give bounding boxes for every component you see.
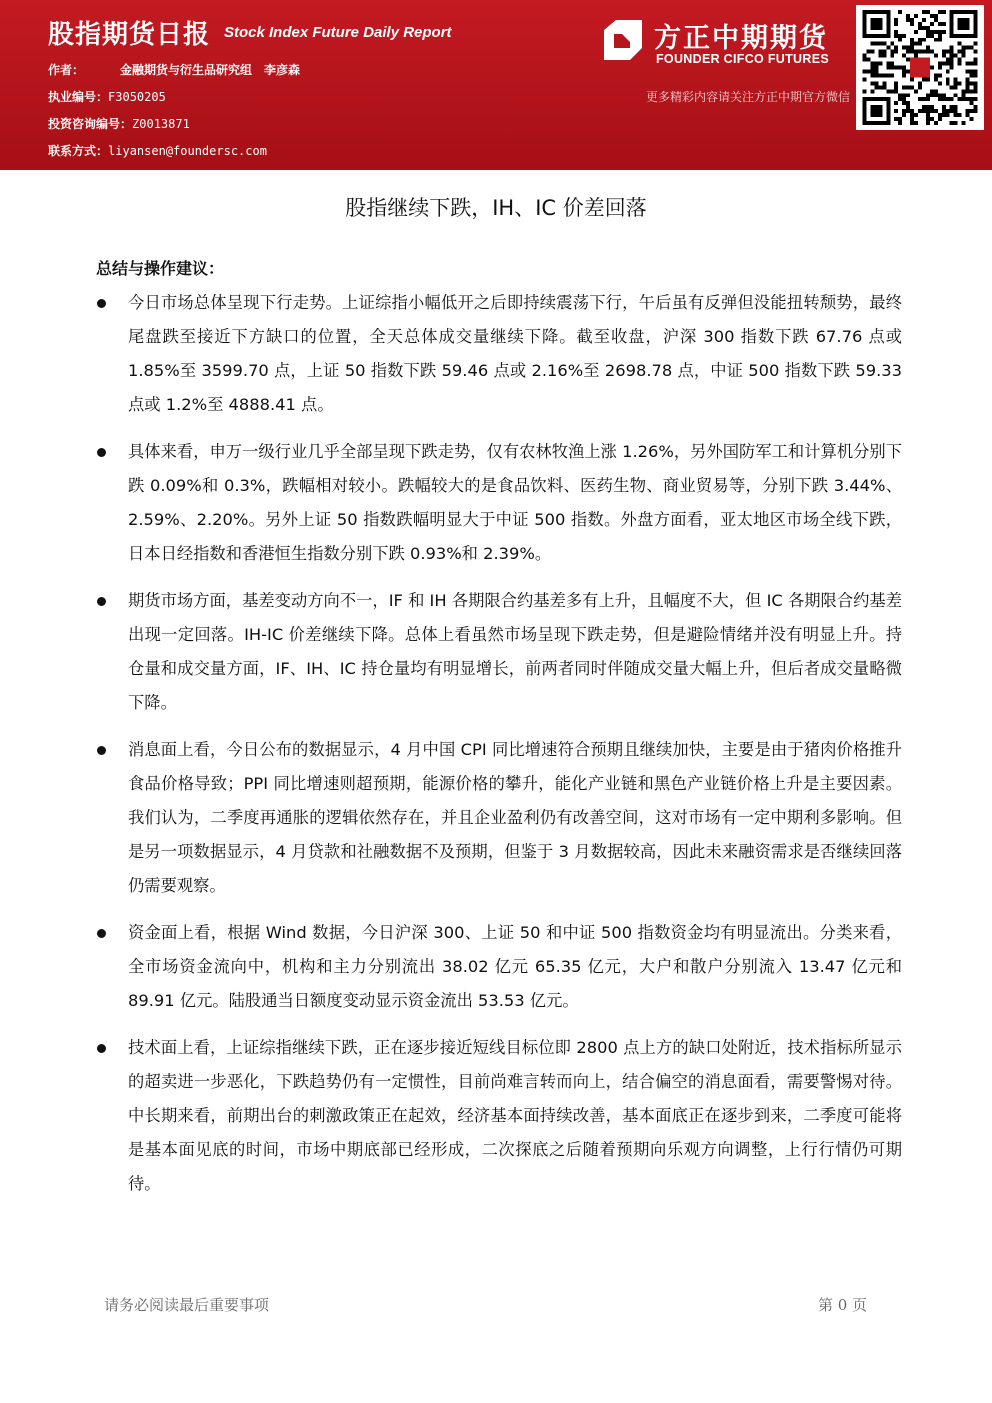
follow-wechat-text: 更多精彩内容请关注方正中期官方微信	[645, 90, 850, 104]
report-title-en: Stock Index Future Daily Report	[224, 24, 452, 41]
bullet-icon	[97, 1044, 106, 1053]
qr-code-icon	[861, 10, 979, 125]
bullet-icon	[97, 597, 106, 606]
license-row	[48, 89, 300, 116]
company-logo	[598, 12, 853, 72]
bullet-icon	[97, 929, 106, 938]
paragraph-text: 消息面上看，今日公布的数据显示，4 月中国 CPI 同比增速符合预期且继续加快，主要是由于猪肉价格推升食品价格导致；PPI 同比增速则超预期，能源价格的攀升，能化产业链和黑色产业链价格上升是主要因素。我们认为，二季度再通胀的逻辑依然存在，并且企业盈利仍有改善空间，这对市场有一定中期利多影响。但是另一项数据显示，4 月贷款和社融数据不及预期，但鉴于 3 月数据较高，因此未来融资需求是否继续回落仍需要观察。	[128, 740, 902, 895]
wechat-qr[interactable]	[856, 5, 984, 130]
summary-list	[92, 286, 902, 1214]
list-item	[92, 286, 902, 422]
bullet-icon	[97, 299, 106, 308]
paragraph-text: 技术面上看，上证综指继续下跌，正在逐步接近短线目标位即 2800 点上方的缺口处附近，技术指标所显示的超卖进一步恶化，下跌趋势仍有一定惯性，目前尚难言转而向上，结合偏空的消息面看，需要警惕对待。中长期来看，前期出台的刺激政策正在起效，经济基本面持续改善，基本面底正在逐步到来，二季度可能将是基本面见底的时间，市场中期底部已经形成，二次探底之后随着预期向乐观方向调整，上行行情仍可期待。	[128, 1038, 902, 1193]
report-header	[0, 0, 992, 170]
advisory-label: 投资咨询编号：	[48, 117, 133, 131]
list-item	[92, 916, 902, 1018]
list-item	[92, 584, 902, 720]
paragraph-text: 期货市场方面，基差变动方向不一，IF 和 IH 各期限合约基差多有上升，且幅度不大，但 IC 各期限合约基差出现一定回落。IH-IC 价差继续下降。总体上看虽然市场呈现下跌走势，但是避险情绪并没有明显上升。持仓量和成交量方面，IF、IH、IC 持仓量均有明显增长，前两者同时伴随成交量大幅上升，但后者成交量略微下降。	[128, 591, 902, 712]
bullet-icon	[97, 746, 106, 755]
contact-label: 联系方式：	[48, 144, 109, 158]
license-label: 执业编号：	[48, 90, 109, 104]
advisory-row	[48, 116, 300, 143]
list-item	[92, 435, 902, 571]
author-info	[48, 62, 300, 170]
brand-name-zh: 方正中期期货	[654, 23, 828, 54]
author-label: 作者：	[48, 63, 85, 77]
footer-notice: 请务必阅读最后重要事项	[104, 1296, 270, 1314]
section-heading: 总结与操作建议：	[96, 259, 225, 278]
author-row	[48, 62, 300, 89]
page-number: 第 0 页	[818, 1296, 868, 1314]
list-item	[92, 733, 902, 903]
founder-logo-icon	[600, 18, 644, 62]
paragraph-text: 资金面上看，根据 Wind 数据，今日沪深 300、上证 50 和中证 500 指数资金均有明显流出。分类来看，全市场资金流向中，机构和主力分别流出 38.02 亿元 65.35 亿元，大户和散户分别流入 13.47 亿元和 89.91 亿元。陆股通当日额度变动显示资金流出 53.53 亿元。	[128, 923, 902, 1010]
contact-row	[48, 143, 300, 170]
author-value: 金融期货与衍生品研究组 李彦森	[120, 63, 301, 77]
contact-email[interactable]: liyansen@foundersc.com	[108, 144, 267, 158]
license-value: F3050205	[108, 90, 166, 104]
document-title: 股指继续下跌，IH、IC 价差回落	[345, 196, 647, 220]
brand-name-en: FOUNDER CIFCO FUTURES	[656, 52, 829, 66]
list-item	[92, 1031, 902, 1201]
paragraph-text: 今日市场总体呈现下行走势。上证综指小幅低开之后即持续震荡下行，午后虽有反弹但没能扭转颓势，最终尾盘跌至接近下方缺口的位置，全天总体成交量继续下降。截至收盘，沪深 300 指数下跌 67.76 点或 1.85%至 3599.70 点，上证 50 指数下跌 59.46 点或 2.16%至 2698.78 点，中证 500 指数下跌 59.33 点或 1.2%至 4888.41 点。	[128, 293, 902, 414]
report-title-zh: 股指期货日报	[48, 20, 211, 50]
paragraph-text: 具体来看，申万一级行业几乎全部呈现下跌走势，仅有农林牧渔上涨 1.26%，另外国防军工和计算机分别下跌 0.09%和 0.3%，跌幅相对较小。跌幅较大的是食品饮料、医药生物、商业贸易等，分别下跌 3.44%、2.59%、2.20%。另外上证 50 指数跌幅明显大于中证 500 指数。外盘方面看，亚太地区市场全线下跌，日本日经指数和香港恒生指数分别下跌 0.93%和 2.39%。	[128, 442, 902, 563]
bullet-icon	[97, 448, 106, 457]
advisory-value: Z0013871	[132, 117, 190, 131]
